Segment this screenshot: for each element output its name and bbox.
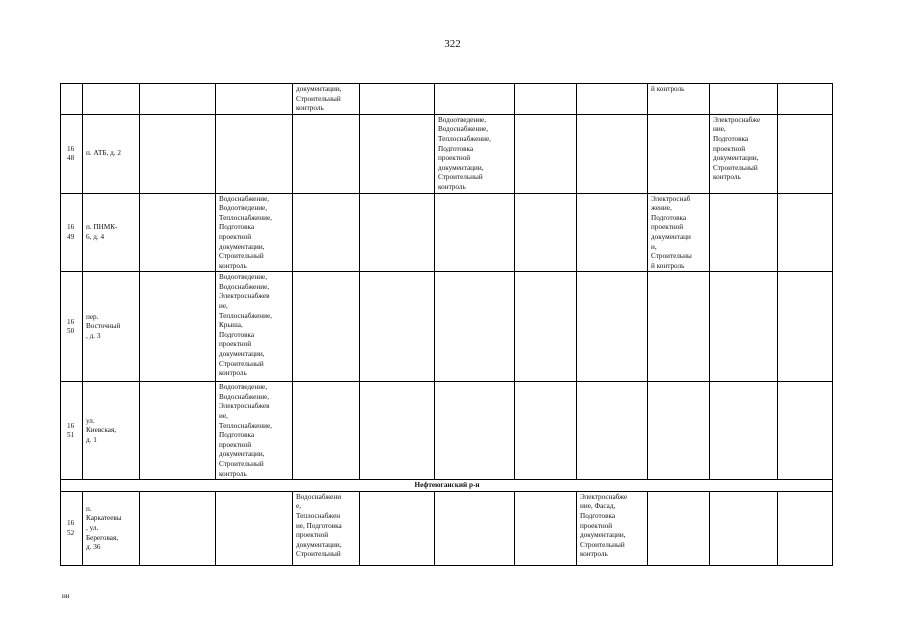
work-cell [778,193,833,272]
work-cell [293,272,360,382]
work-cell [710,382,778,480]
row-number [61,84,83,115]
work-cell [293,114,360,193]
work-cell [648,382,710,480]
footer-mark: ни [62,592,70,600]
work-cell: Водоотведение, Водоснабжение, Электроснабжев ие, Теплоснабжение, Подготовка проектной документации, Строительный контроль [216,382,293,480]
work-cell [648,114,710,193]
work-cell [577,193,648,272]
work-cell [577,84,648,115]
district-row [61,480,833,492]
work-cell: Электроснабже ние, Фасад, Подготовка проектной документации, Строительный контроль [577,491,648,565]
address-cell: п. АТБ, д. 2 [83,114,140,193]
row-number: 16 50 [61,272,83,382]
address-cell: п. ПНМК- 6, д. 4 [83,193,140,272]
work-cell: документации, Строительный контроль [293,84,360,115]
table-row [61,382,833,480]
address-cell: ул. Киевская, д. 1 [83,382,140,480]
work-cell [577,382,648,480]
address-cell: пер. Восточный , д. 3 [83,272,140,382]
work-cell [515,491,577,565]
work-cell [293,193,360,272]
row-number: 16 51 [61,382,83,480]
row-number: 16 49 [61,193,83,272]
row-number: 16 52 [61,491,83,565]
work-cell [140,491,216,565]
work-cell [216,114,293,193]
table-row [61,272,833,382]
work-cell [216,84,293,115]
work-cell [515,193,577,272]
work-cell [778,491,833,565]
work-cell [360,272,435,382]
work-cell [515,84,577,115]
work-cell [216,491,293,565]
work-cell [515,272,577,382]
work-cell [778,272,833,382]
work-cell [360,193,435,272]
work-cell [360,491,435,565]
work-cell [140,114,216,193]
work-cell [140,84,216,115]
table-row [61,114,833,193]
address-cell: п. Каркатеевы , ул. Береговая, д. 36 [83,491,140,565]
work-cell [140,272,216,382]
work-cell: Водоотведение, Водоснабжение, Теплоснабжение, Подготовка проектной документации, Строительный контроль [435,114,515,193]
row-number: 16 48 [61,114,83,193]
work-cell [435,272,515,382]
work-cell [435,193,515,272]
work-cell [778,84,833,115]
work-cell [577,272,648,382]
work-cell [435,491,515,565]
work-cell [710,84,778,115]
work-cell [140,193,216,272]
table-row [61,491,833,565]
work-cell: Водоснабжение, Водоотведение, Теплоснабжение, Подготовка проектной документации, Строительный контроль [216,193,293,272]
work-cell: Электроснабже ние, Подготовка проектной документации, Строительный контроль [710,114,778,193]
work-cell [778,382,833,480]
work-cell [778,114,833,193]
table-row [61,193,833,272]
work-cell [515,382,577,480]
work-cell: й контроль [648,84,710,115]
work-cell [140,382,216,480]
work-cell [577,114,648,193]
work-cell [360,84,435,115]
work-cell: Водоотведение, Водоснабжение, Электроснабжев ие, Теплоснабжение, Крыша, Подготовка проектной документации, Строительный контроль [216,272,293,382]
work-cell [710,193,778,272]
capital-repair-table [60,83,833,566]
district-name: Нефтеюганский р-н [61,480,833,492]
work-cell [435,84,515,115]
work-cell [648,272,710,382]
work-cell: Водоснабжени е, Теплоснабжен ие, Подготовка проектной документации, Строительный [293,491,360,565]
work-cell [710,491,778,565]
work-cell [710,272,778,382]
work-cell [360,382,435,480]
work-cell: Электроснаб жение, Подготовка проектной документаци и, Строительны й контроль [648,193,710,272]
work-cell [360,114,435,193]
work-cell [435,382,515,480]
address-cell [83,84,140,115]
work-cell [648,491,710,565]
page-number: 322 [444,38,461,50]
work-cell [293,382,360,480]
table-row [61,84,833,115]
work-cell [515,114,577,193]
